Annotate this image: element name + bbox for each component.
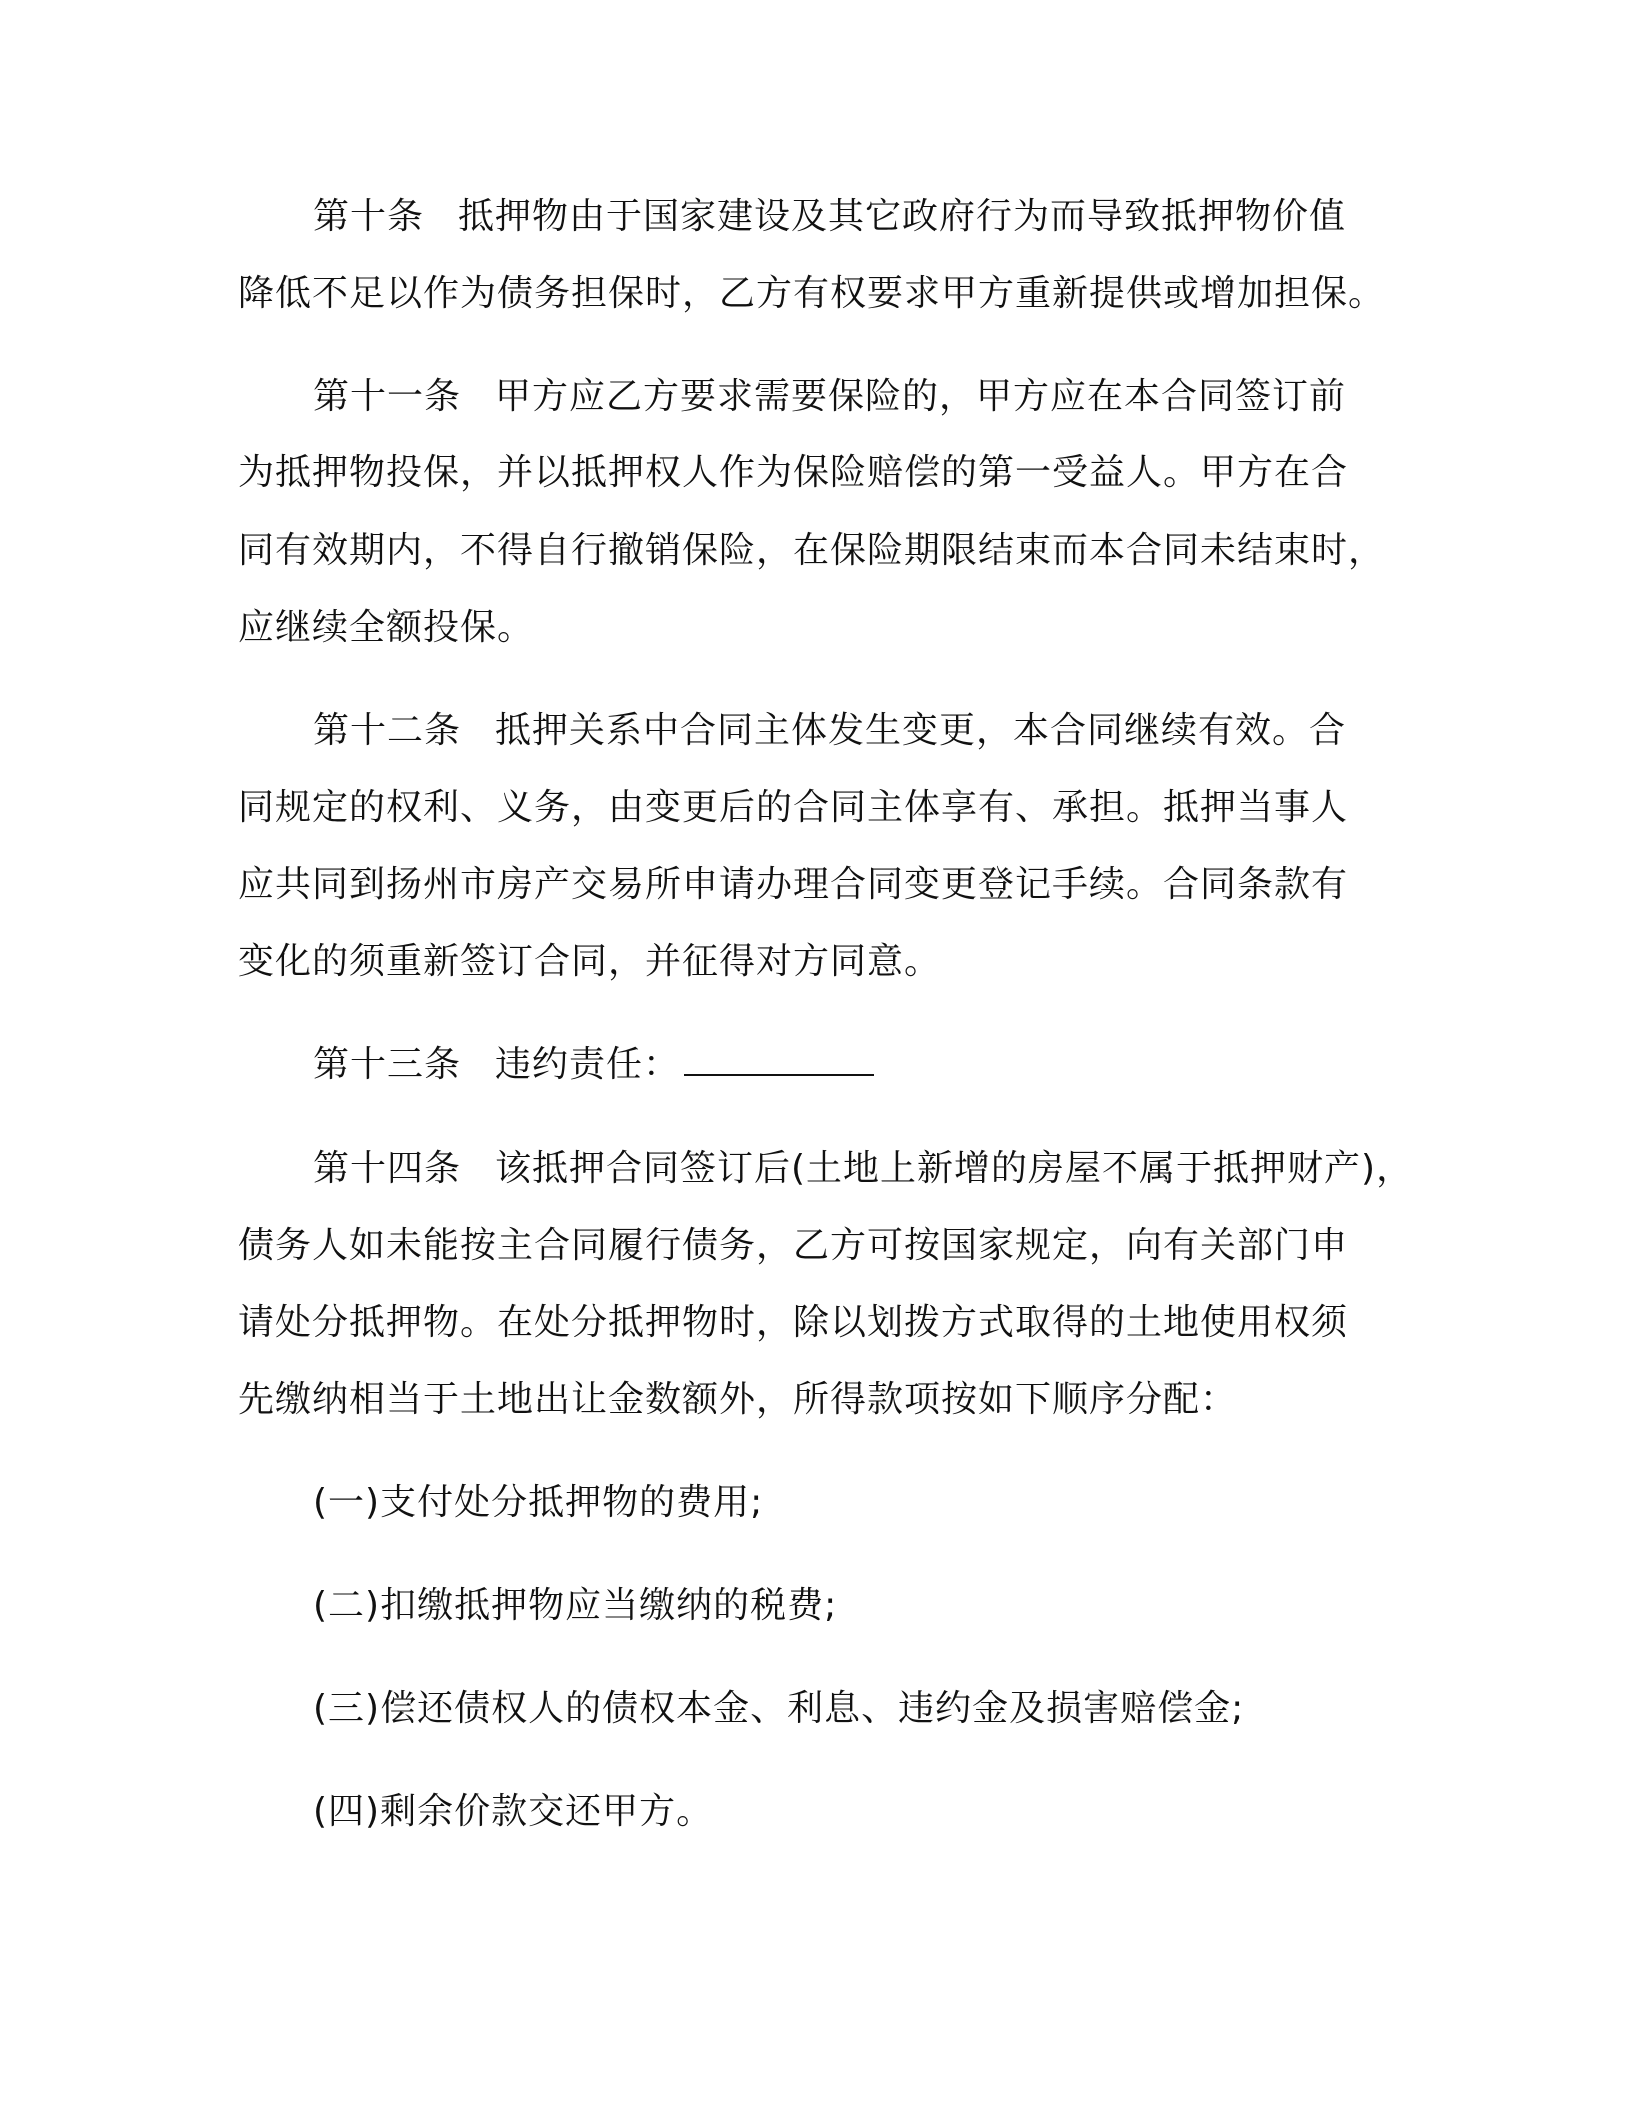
article-11-line-3: 同有效期内，不得自行撤销保险，在保险期限结束而本合同未结束时，: [238, 530, 1386, 571]
article-12-line-2: 同规定的权利、义务，由变更后的合同主体享有、承担。抵押当事人: [238, 787, 1349, 828]
article-13-text: 违约责任：: [495, 1044, 681, 1085]
article-12-line-4: 变化的须重新签订合同，并征得对方同意。: [238, 941, 942, 982]
article-14-line-1: [313, 1147, 1413, 1191]
article-10-line-2: 降低不足以作为债务担保时，乙方有权要求甲方重新提供或增加担保。: [238, 273, 1386, 314]
article-10-line-1: [313, 195, 1346, 239]
article-13-heading: 第十三条: [313, 1044, 462, 1085]
article-11-text: 甲方应乙方要求需要保险的，甲方应在本合同签订前: [495, 376, 1347, 417]
article-12-heading: 第十二条: [313, 710, 462, 751]
article-11-heading: 第十一条: [313, 376, 462, 417]
article-13-line: [313, 1043, 874, 1087]
article-14-heading: 第十四条: [313, 1148, 462, 1189]
list-item: (一)支付处分抵押物的费用;: [313, 1482, 764, 1523]
article-11-line-4: 应继续全额投保。: [238, 607, 535, 648]
article-14-line-3: 请处分抵押物。在处分抵押物时，除以划拨方式取得的土地使用权须: [238, 1302, 1349, 1343]
article-12-line-3: 应共同到扬州市房产交易所申请办理合同变更登记手续。合同条款有: [238, 864, 1349, 905]
list-item: (三)偿还债权人的债权本金、利息、违约金及损害赔偿金;: [313, 1688, 1245, 1729]
article-14-line-2: 债务人如未能按主合同履行债务，乙方可按国家规定，向有关部门申: [238, 1225, 1349, 1266]
fill-in-blank: [684, 1044, 874, 1076]
article-14-line-4: 先缴纳相当于土地出让金数额外，所得款项按如下顺序分配：: [238, 1379, 1238, 1420]
list-item: (四)剩余价款交还甲方。: [313, 1791, 714, 1832]
article-11-line-2: 为抵押物投保，并以抵押权人作为保险赔偿的第一受益人。甲方在合: [238, 452, 1349, 493]
article-10-heading: 第十条: [313, 196, 425, 237]
article-10-text: 抵押物由于国家建设及其它政府行为而导致抵押物价值: [458, 196, 1347, 237]
article-14-text: 该抵押合同签订后(土地上新增的房屋不属于抵押财产)，: [495, 1148, 1414, 1189]
article-11-line-1: [313, 375, 1346, 419]
list-item: (二)扣缴抵押物应当缴纳的税费;: [313, 1585, 838, 1626]
article-12-text: 抵押关系中合同主体发生变更，本合同继续有效。合: [495, 710, 1347, 751]
article-12-line-1: [313, 709, 1346, 753]
